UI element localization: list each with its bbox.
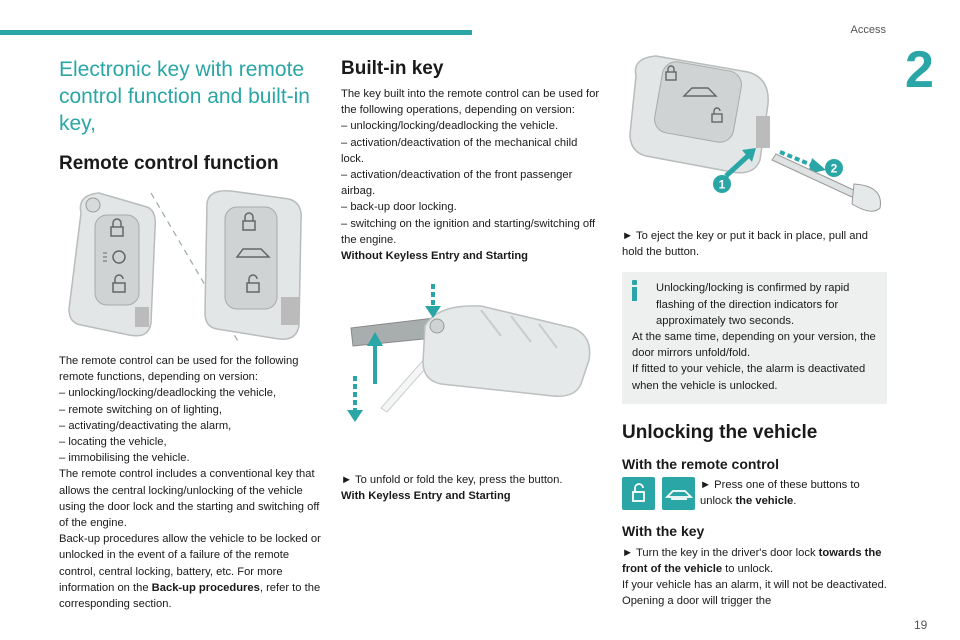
remote-control-keys-illustration <box>59 185 321 345</box>
page-number: 19 <box>914 618 928 632</box>
list-item: – immobilising the vehicle. <box>59 452 190 465</box>
backup-paragraph: Back-up procedures allow the vehicle to be locked or unlocked in the event of a failure of the remote control, central locking, battery, etc. For more information on the Back-up procedures, refer to the corresponding section. <box>59 533 321 611</box>
rotate-arrow-icon <box>347 332 383 422</box>
mechanical-key-blade <box>772 154 880 211</box>
car-unlock-button-icon <box>662 477 695 510</box>
column-3 <box>622 56 887 610</box>
key-unlock-instruction: ► Turn the key in the driver's door lock towards the front of the vehicle to unlock. <box>622 546 882 576</box>
with-keyless-heading: With Keyless Entry and Starting <box>341 490 511 503</box>
list-item: – activating/deactivating the alarm, <box>59 419 232 432</box>
header-accent-bar <box>0 30 472 35</box>
svg-text:2: 2 <box>830 161 838 176</box>
key-subheading: With the key <box>622 522 705 539</box>
svg-text:1: 1 <box>718 177 726 192</box>
eject-instruction: ► To eject the key or put it back in place, pull and hold the button. <box>622 230 868 259</box>
conventional-key-paragraph: The remote control includes a conventional key that allows the central locking/unlocking of the vehicle using the door lock and the starting and switching off of the engine. <box>59 468 320 530</box>
column-2 <box>341 56 603 505</box>
info-icon <box>632 280 637 302</box>
remote-functions-text <box>59 353 321 612</box>
list-item: – remote switching on of lighting, <box>59 403 222 416</box>
section-label: Access <box>850 24 886 36</box>
list-item: – back-up door locking. <box>341 201 457 214</box>
folding-key <box>351 306 590 412</box>
fold-key-illustration <box>341 280 603 440</box>
unlock-button-icon <box>622 477 655 510</box>
list-item: – unlocking/locking/deadlocking the vehicle. <box>341 120 559 133</box>
info-text: Unlocking/locking is confirmed by rapid flashing of the direction indicators for approximately two seconds. <box>656 282 850 327</box>
remote-intro: The remote control can be used for the following remote functions, depending on version: <box>59 355 299 384</box>
unfold-instruction: ► To unfold or fold the key, press the button. <box>341 474 563 487</box>
list-item: – activation/deactivation of the front passenger airbag. <box>341 169 573 198</box>
info-text: At the same time, depending on your version, the door mirrors unfold/fold. <box>632 331 876 360</box>
column-1 <box>59 56 321 612</box>
chapter-number: 2 <box>905 41 934 99</box>
info-text: If fitted to your vehicle, the alarm is deactivated when the vehicle is unlocked. <box>632 363 866 392</box>
built-in-key-heading: Built-in key <box>341 58 444 79</box>
built-in-intro: The key built into the remote control can be used for the following operations, depending on version: <box>341 88 600 117</box>
backup-procedures-link: Back-up procedures <box>151 581 260 594</box>
remote-unlock-instruction: ► Press one of these buttons to unlock the vehicle. <box>700 478 860 508</box>
remote-unlock-row <box>622 477 887 511</box>
built-in-key-text <box>341 86 603 264</box>
without-keyless-heading: Without Keyless Entry and Starting <box>341 250 529 263</box>
key-fob-right <box>205 191 301 339</box>
list-item: – activation/deactivation of the mechanical child lock. <box>341 136 578 165</box>
unlocking-heading: Unlocking the vehicle <box>622 421 818 443</box>
list-item: – switching on the ignition and starting/switching off the engine. <box>341 217 596 246</box>
key-fob-left <box>69 193 155 336</box>
alarm-note: If your vehicle has an alarm, it will not be deactivated. Opening a door will trigger the <box>622 579 887 608</box>
eject-key-illustration <box>622 52 887 220</box>
list-item: – locating the vehicle, <box>59 436 167 449</box>
remote-control-subheading: With the remote control <box>622 455 779 472</box>
remote-control-heading: Remote control function <box>59 153 279 174</box>
page-title: Electronic key with remote control function and built-in key, <box>59 58 310 135</box>
list-item: – unlocking/locking/deadlocking the vehicle, <box>59 387 277 400</box>
info-box <box>622 272 887 403</box>
